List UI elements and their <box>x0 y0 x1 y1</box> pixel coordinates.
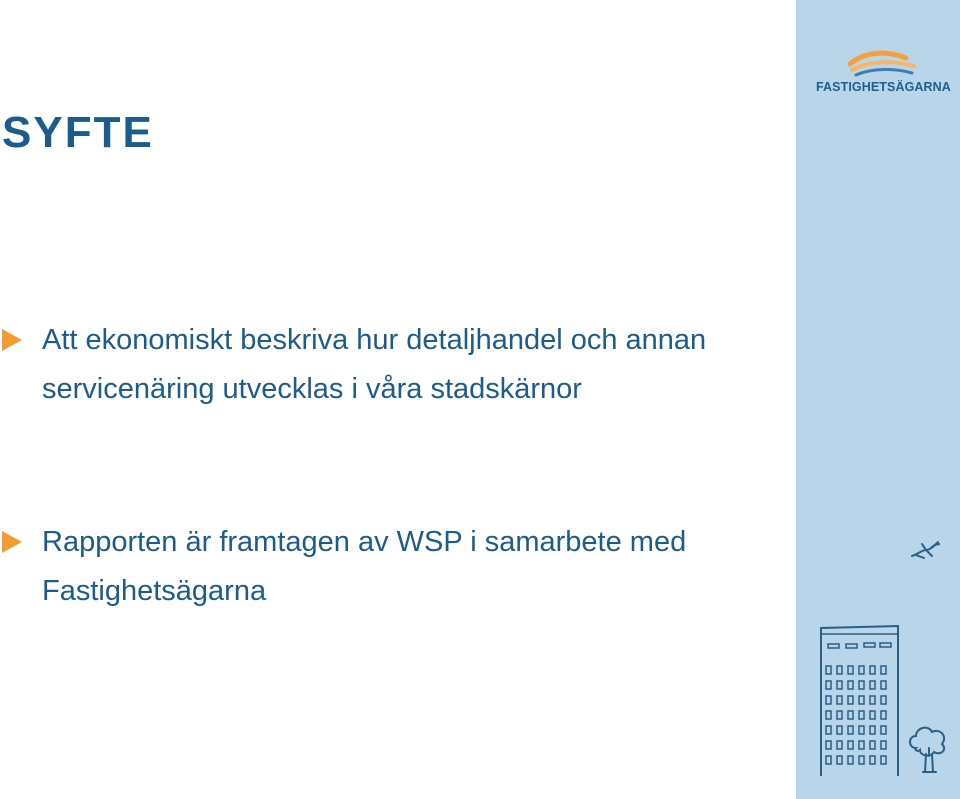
brand-logo <box>816 46 952 96</box>
building-icon <box>818 622 902 778</box>
page-title: SYFTE <box>2 108 154 157</box>
bullet-text: Att ekonomiskt beskriva hur detaljhandel och annan servicenäring utvecklas i våra stadskärnor <box>42 324 707 405</box>
bullet-arrow-icon <box>2 531 22 553</box>
bird-icon <box>910 538 942 562</box>
tree-icon <box>906 724 950 774</box>
logo-wordmark: FASTIGHETSÄGARNA <box>816 80 951 94</box>
bullet-text: Rapporten är framtagen av WSP i samarbete med Fastighetsägarna <box>42 526 687 607</box>
logo-waves-icon <box>816 46 952 80</box>
bullet-arrow-icon <box>2 329 22 351</box>
